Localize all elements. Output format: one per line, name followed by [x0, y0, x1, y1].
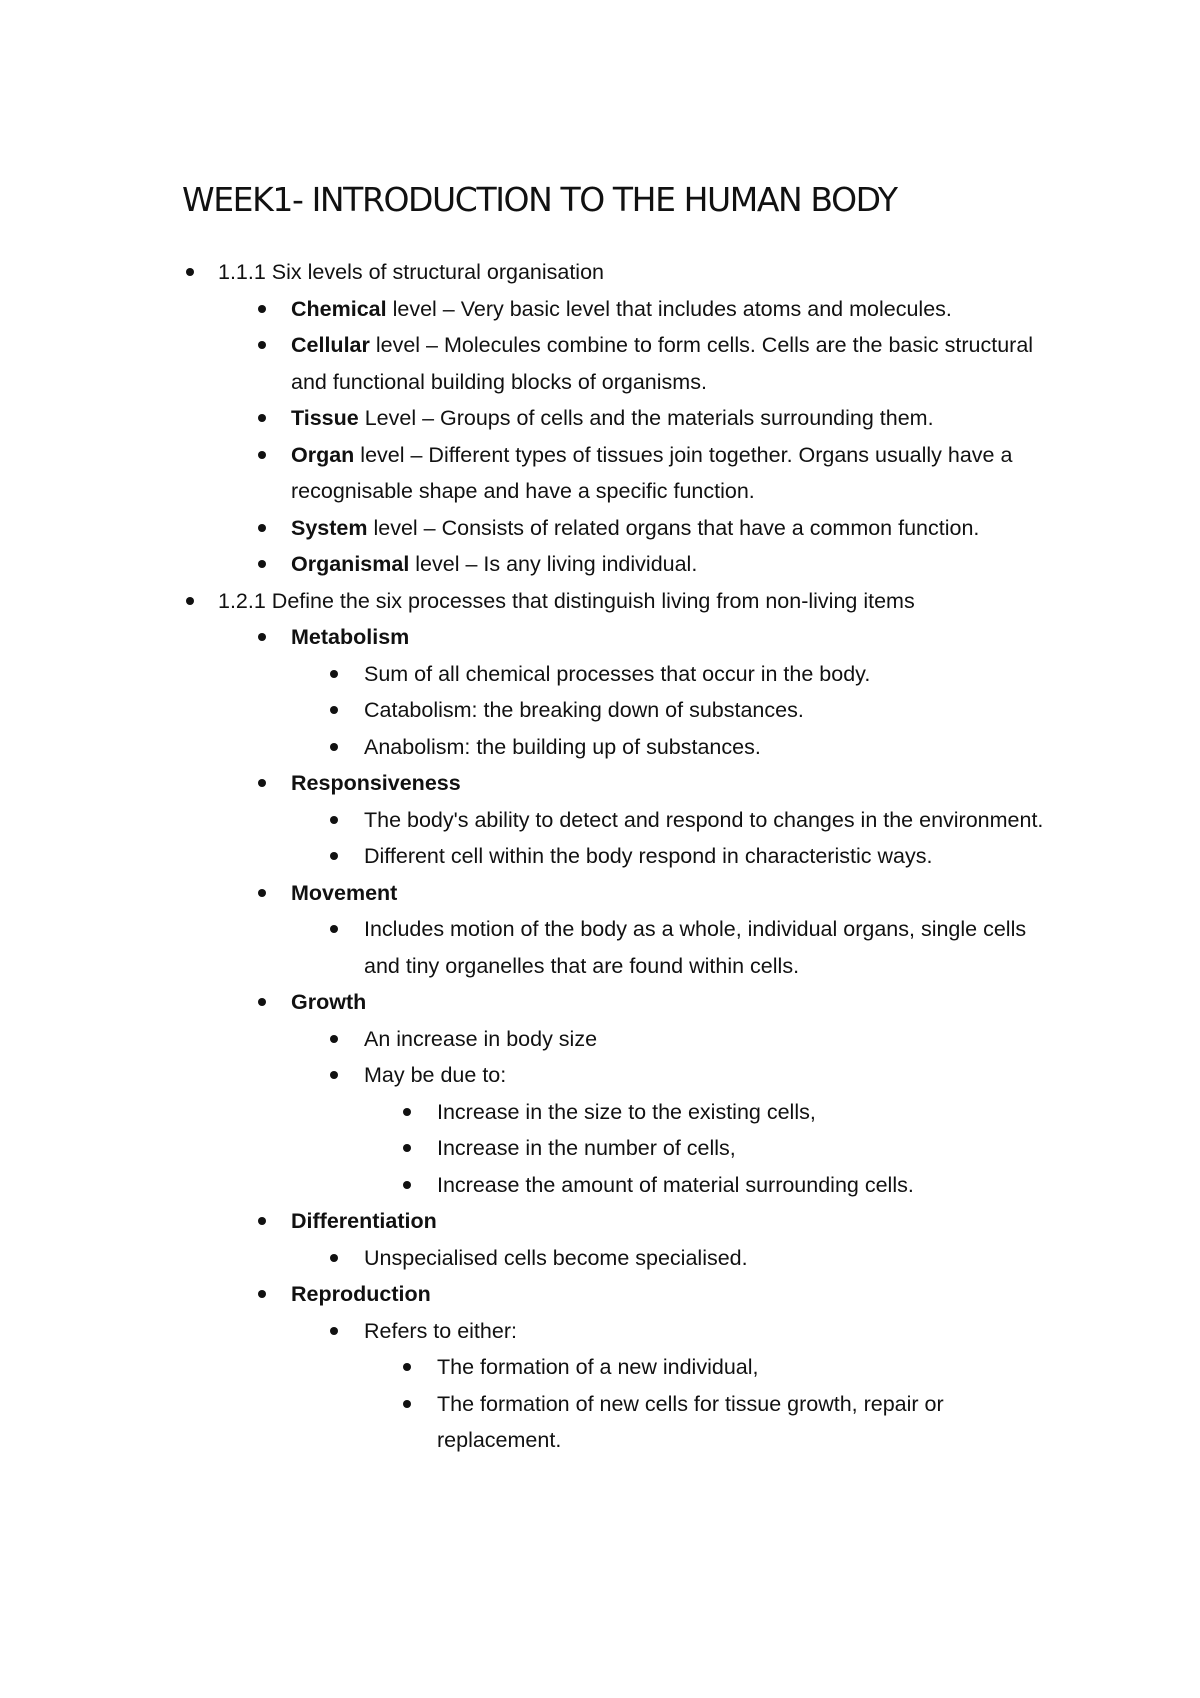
list-item [0, 656, 1200, 693]
sub-point: The formation of new cells for tissue growth, repair or replacement. [437, 1391, 944, 1452]
sub-point: Increase in the size to the existing cells, [437, 1099, 816, 1124]
process-point: Unspecialised cells become specialised. [364, 1245, 748, 1270]
list-item [0, 510, 1200, 547]
list-item [0, 984, 1200, 1021]
list-item [0, 1094, 1200, 1131]
process-point: An increase in body size [364, 1026, 598, 1051]
sub-point: Increase the amount of material surrounding cells. [437, 1172, 914, 1197]
sub-point: Increase in the number of cells, [437, 1136, 736, 1160]
list-item [0, 765, 1200, 802]
bullet-icon [330, 925, 338, 933]
bullet-icon [330, 816, 338, 824]
level-description: level – Different types of tissues join together. Organs usually have a recognisable shape and have a specific function. [291, 442, 1013, 503]
section-heading: 1.2.1 Define the six processes that distinguish living from non-living items [218, 588, 915, 613]
level-term: Organismal [291, 552, 410, 576]
level-definition [291, 546, 1051, 583]
bullet-icon [403, 1181, 411, 1189]
bullet-icon [186, 597, 194, 605]
list-item [0, 327, 1200, 400]
bullet-icon [258, 341, 266, 349]
bullet-icon [330, 1327, 338, 1335]
sub-point: The formation of a new individual, [437, 1355, 759, 1379]
list-item [0, 802, 1200, 839]
bullet-icon [258, 998, 266, 1006]
level-term: Organ [291, 442, 355, 467]
bullet-icon [330, 1254, 338, 1262]
bullet-icon [258, 1217, 266, 1225]
bullet-icon [258, 451, 266, 459]
list-item [0, 400, 1200, 437]
list-item [0, 729, 1200, 766]
bullet-icon [403, 1144, 411, 1152]
process-label: Metabolism [291, 625, 410, 649]
level-definition [291, 510, 1051, 547]
bullet-icon [330, 1035, 338, 1043]
process-point: Different cell within the body respond in characteristic ways. [364, 844, 933, 868]
level-term: Chemical [291, 296, 387, 321]
process-label: Movement [291, 880, 398, 905]
level-description: level – Consists of related organs that have a common function. [367, 515, 980, 540]
process-label: Reproduction [291, 1282, 431, 1306]
list-item [0, 546, 1200, 583]
list-item [0, 1021, 1200, 1058]
bullet-icon [330, 852, 338, 860]
level-description: level – Molecules combine to form cells. Cells are the basic structural and functional building blocks of organisms. [291, 333, 1034, 394]
list-item [0, 1240, 1200, 1277]
process-point: Includes motion of the body as a whole, individual organs, single cells and tiny organelles that are found within cells. [364, 917, 1027, 978]
list-item [0, 254, 1200, 291]
process-point: Catabolism: the breaking down of substances. [364, 698, 804, 722]
process-point: Anabolism: the building up of substances. [364, 734, 761, 759]
list-item [0, 619, 1200, 656]
process-point: May be due to: [364, 1063, 507, 1087]
bullet-icon [330, 670, 338, 678]
level-term: Tissue [291, 406, 359, 430]
bullet-icon [258, 560, 266, 568]
list-item [0, 692, 1200, 729]
bullet-icon [258, 414, 266, 422]
process-point: Sum of all chemical processes that occur in the body. [364, 661, 871, 686]
bullet-icon [403, 1108, 411, 1116]
level-definition [291, 437, 1051, 510]
level-description: level – Very basic level that includes atoms and molecules. [386, 296, 952, 321]
list-item [0, 911, 1200, 984]
bullet-icon [403, 1400, 411, 1408]
bullet-icon [258, 889, 266, 897]
list-item [0, 1057, 1200, 1094]
level-description: Level – Groups of cells and the materials surrounding them. [358, 406, 934, 430]
level-term: Cellular [291, 333, 370, 357]
list-item [0, 291, 1200, 328]
bullet-icon [330, 706, 338, 714]
process-point: The body's ability to detect and respond to changes in the environment. [364, 807, 1044, 832]
level-description: level – Is any living individual. [409, 552, 698, 576]
level-definition [291, 400, 1051, 437]
list-item [0, 1313, 1200, 1350]
bullet-icon [258, 524, 266, 532]
section-heading: 1.1.1 Six levels of structural organisation [218, 260, 605, 284]
list-item [0, 1386, 1200, 1459]
level-definition [291, 291, 1051, 328]
process-label: Differentiation [291, 1209, 437, 1233]
list-item [0, 1167, 1200, 1204]
process-label: Growth [291, 990, 367, 1014]
bullet-icon [258, 633, 266, 641]
list-item [0, 1130, 1200, 1167]
bullet-icon [258, 1290, 266, 1298]
list-item [0, 437, 1200, 510]
list-item [0, 875, 1200, 912]
bullet-icon [186, 268, 194, 276]
list-item [0, 1203, 1200, 1240]
list-item [0, 583, 1200, 620]
process-point: Refers to either: [364, 1318, 517, 1343]
bullet-icon [258, 779, 266, 787]
notes-list [0, 254, 1200, 1459]
level-term: System [291, 515, 368, 540]
bullet-icon [330, 743, 338, 751]
level-definition [291, 327, 1051, 400]
bullet-icon [258, 305, 266, 313]
bullet-icon [330, 1071, 338, 1079]
list-item [0, 838, 1200, 875]
process-label: Responsiveness [291, 771, 461, 795]
list-item [0, 1349, 1200, 1386]
bullet-icon [403, 1363, 411, 1371]
page-title: WEEK1- INTRODUCTION TO THE HUMAN BODY [182, 180, 897, 219]
list-item [0, 1276, 1200, 1313]
